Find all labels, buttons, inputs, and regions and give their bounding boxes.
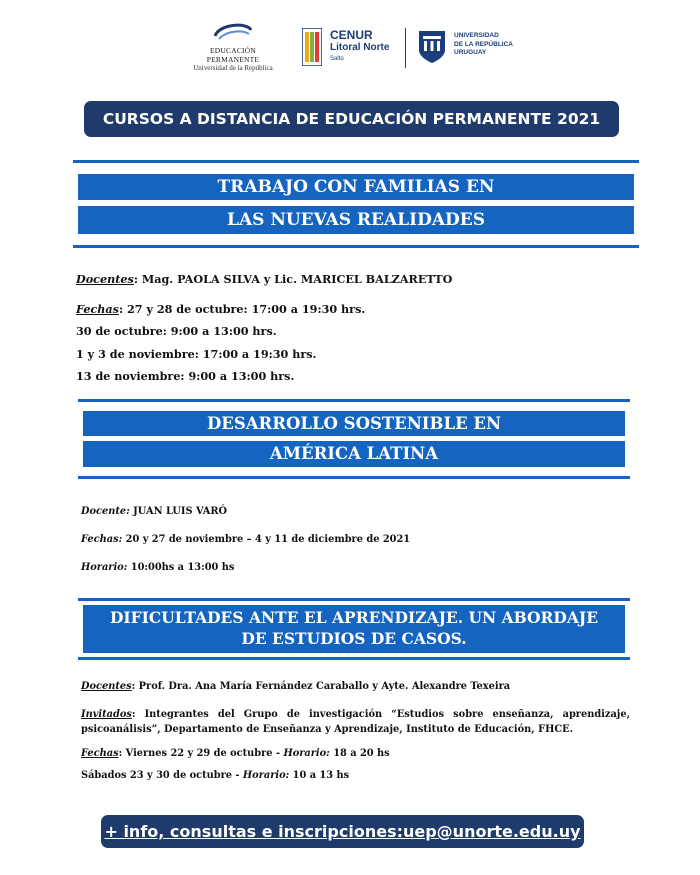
course2-fechas	[81, 534, 410, 545]
course2-horario-label: Horario:	[81, 562, 128, 573]
course3-title-line1: DIFICULTADES ANTE EL APRENDIZAJE. UN ABORDAJE	[109, 608, 599, 627]
udelar-logo	[418, 30, 528, 70]
udelar-line3: URUGUAY	[454, 49, 487, 56]
course1-top-rule	[73, 160, 639, 163]
course3-horario-label1: Horario:	[283, 748, 330, 759]
course2-title-box	[78, 399, 630, 479]
course1-date2: 30 de octubre: 9:00 a 13:00 hrs.	[76, 324, 277, 338]
page-title-banner: CURSOS A DISTANCIA DE EDUCACIÓN PERMANENTE 2021	[84, 101, 619, 137]
course3-title-line2: DE ESTUDIOS DE CASOS.	[241, 629, 467, 648]
course3-bottom-rule	[78, 657, 630, 660]
course3-title	[83, 605, 625, 653]
udelar-line2: DE LA REPÚBLICA	[454, 40, 513, 48]
course2-fechas-value: 20 y 27 de noviembre – 4 y 11 de diciembre de 2021	[122, 534, 411, 545]
course1-docentes	[76, 272, 452, 286]
course2-title-line2: AMÉRICA LATINA	[83, 441, 625, 467]
course3-fechas-label: Fechas	[81, 748, 119, 759]
course3-sabados	[81, 770, 349, 781]
course1-date3: 1 y 3 de noviembre: 17:00 a 19:30 hrs.	[76, 347, 317, 361]
logo-ep-line2: Universidad de la República	[193, 64, 273, 72]
course3-fechas	[81, 748, 390, 759]
course2-horario-value: 10:00hs a 13:00 hs	[127, 562, 235, 573]
logo-divider	[405, 28, 406, 68]
logo-ep-line1: EDUCACIÓN PERMANENTE	[206, 46, 260, 64]
course2-title-line1: DESARROLLO SOSTENIBLE EN	[83, 411, 625, 436]
course1-fechas-value: : 27 y 28 de octubre: 17:00 a 19:30 hrs.	[118, 302, 366, 316]
educacion-permanente-logo	[183, 22, 283, 72]
course1-fechas	[76, 302, 365, 316]
course2-docente-label: Docente:	[81, 506, 130, 517]
course3-invitados-label: Invitados	[81, 709, 132, 720]
course2-horario	[81, 562, 234, 573]
course2-docente-value: JUAN LUIS VARÓ	[129, 506, 228, 517]
course2-docente	[81, 506, 227, 517]
cenur-line1: CENUR	[330, 28, 373, 42]
course3-sabados-value: Sábados 23 y 30 de octubre -	[81, 770, 243, 781]
udelar-text	[454, 32, 513, 58]
course2-bottom-rule	[78, 476, 630, 479]
course3-title-box	[78, 598, 630, 660]
course3-docentes-label: Docentes	[81, 681, 132, 692]
cenur-mark-icon	[302, 28, 322, 66]
course1-docentes-value: : Mag. PAOLA SILVA y Lic. MARICEL BALZARETTO	[133, 272, 453, 286]
course1-title-line1: TRABAJO CON FAMILIAS EN	[78, 174, 634, 200]
course1-docentes-label: Docentes	[76, 272, 134, 286]
course3-horario-value2: 10 a 13 hs	[289, 770, 350, 781]
cenur-line3: Salto	[330, 56, 344, 62]
course3-top-rule	[78, 598, 630, 601]
course1-date4: 13 de noviembre: 9:00 a 13:00 hrs.	[76, 369, 295, 383]
course3-horario-label2: Horario:	[242, 770, 290, 781]
course1-title-line2: LAS NUEVAS REALIDADES	[78, 206, 634, 234]
swoosh-icon	[209, 22, 257, 44]
course3-docentes	[81, 681, 510, 692]
course1-bottom-rule	[73, 245, 639, 248]
course1-fechas-label: Fechas	[76, 302, 119, 316]
course3-horario-value1: 18 a 20 hs	[329, 748, 390, 759]
udelar-shield-icon	[418, 30, 446, 64]
udelar-line1: UNIVERSIDAD	[454, 32, 499, 39]
course1-title-box	[73, 160, 639, 248]
cenur-line2: Litoral Norte	[330, 42, 390, 53]
course3-invitados	[81, 707, 630, 737]
contact-link[interactable]: + info, consultas e inscripciones:uep@unorte.edu.uy	[101, 815, 584, 848]
course2-fechas-label: Fechas:	[81, 534, 123, 545]
course3-invitados-value: : Integrantes del Grupo de investigación “Estudios sobre enseñanza, aprendizaje, psicoanálisis”, Departamento de Enseñanza y Aprendizaje, Instituto de Educación, FHCE.	[81, 709, 630, 735]
cenur-logo	[302, 28, 402, 68]
course2-top-rule	[78, 399, 630, 402]
course3-docentes-value: : Prof. Dra. Ana María Fernández Caraballo y Ayte. Alexandre Texeira	[131, 681, 511, 692]
course3-fechas-value: : Viernes 22 y 29 de octubre -	[118, 748, 284, 759]
